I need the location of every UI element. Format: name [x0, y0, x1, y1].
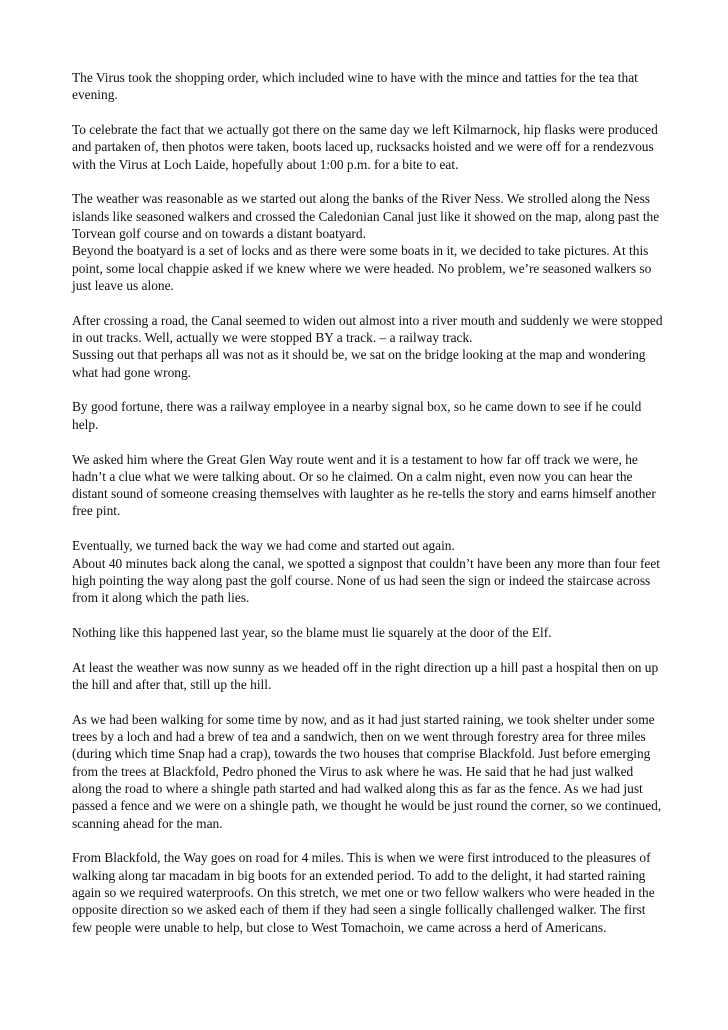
document-body	[72, 69, 664, 953]
paragraph-signpost: About 40 minutes back along the canal, we spotted a signpost that couldn’t have been any more than four feet high pointing the way along past the golf course. None of us had seen the sign or indeed the staircase across from it along which the path lies.	[72, 555, 661, 606]
paragraph-celebration: To celebrate the fact that we actually got there on the same day we left Kilmarnock, hip flasks were produced and partaken of, then photos were taken, boots laced up, rucksacks hoisted and we were off for a rendezvous with the Virus at Loch Laide, hopefully about 1:00 p.m. for a bite to eat.	[72, 122, 658, 172]
paragraph-shopping-order: The Virus took the shopping order, which included wine to have with the mince and tatties for the tea that evening.	[72, 70, 638, 103]
paragraph-turned-back: Eventually, we turned back the way we had come and started out again.	[72, 538, 455, 554]
paragraph-blackfold: As we had been walking for some time by now, and as it had just started raining, we took shelter under some trees by a loch and had a brew of tea and a sandwich, then on we went through forestry area for three miles (during which time Snap had a crap), towards the two houses that comprise Blackfold. Just before emerging from the trees at Blackfold, Pedro phoned the Virus to ask where he was. He said that he had just walked along the road to where a shingle path started and had walked along this as far as the fence. As we had just passed a fence and we were on a shingle path, we thought he would be just round the corner, so we continued, scanning ahead for the man.	[72, 711, 662, 831]
paragraph-boatyard: Beyond the boatyard is a set of locks and as there were some boats in it, we decided to take pictures. At this point, some local chappie asked if we knew where we were headed. No problem, we’re seasoned walkers so just leave us alone.	[72, 243, 652, 293]
paragraph-signal-box: By good fortune, there was a railway employee in a nearby signal box, so he came down to see if he could help.	[72, 399, 642, 432]
paragraph-railway-track: After crossing a road, the Canal seemed to widen out almost into a river mouth and suddenly we were stopped in out tracks. Well, actually we were stopped BY a track. – a railway track.	[72, 312, 663, 346]
paragraph-blame-elf: Nothing like this happened last year, so the blame must lie squarely at the door of the Elf.	[72, 624, 552, 640]
paragraph-bridge-map: Sussing out that perhaps all was not as it should be, we sat on the bridge looking at the map and wondering what had gone wrong.	[72, 347, 646, 380]
paragraph-up-the-hill: At least the weather was now sunny as we headed off in the right direction up a hill past a hospital then on up the hill and after that, still up the hill.	[72, 659, 659, 693]
paragraph-tar-macadam: From Blackfold, the Way goes on road for 4 miles. This is when we were first introduced to the pleasures of walking along tar macadam in big boots for an extended period. To add to the delight, it had started raining again so we required waterproofs. On this stretch, we met one or two fellow walkers who were headed in the opposite direction so we asked each of them if they had seen a single follically challenged walker. The first few people were unable to help, but close to West Tomachoin, we came across a herd of Americans.	[72, 850, 655, 935]
paragraph-river-ness: The weather was reasonable as we started out along the banks of the River Ness. We strolled along the Ness islands like seasoned walkers and crossed the Caledonian Canal just like it showed on the map, along past the Torvean golf course and on towards a distant boatyard.	[72, 191, 660, 242]
paragraph-railway-employee: We asked him where the Great Glen Way route went and it is a testament to how far off track we were, he hadn’t a clue what we were talking about. Or so he claimed. On a calm night, even now you can hear the distant sound of someone creasing themselves with laughter as he re-tells the story and earns himself another free pint.	[72, 451, 656, 519]
